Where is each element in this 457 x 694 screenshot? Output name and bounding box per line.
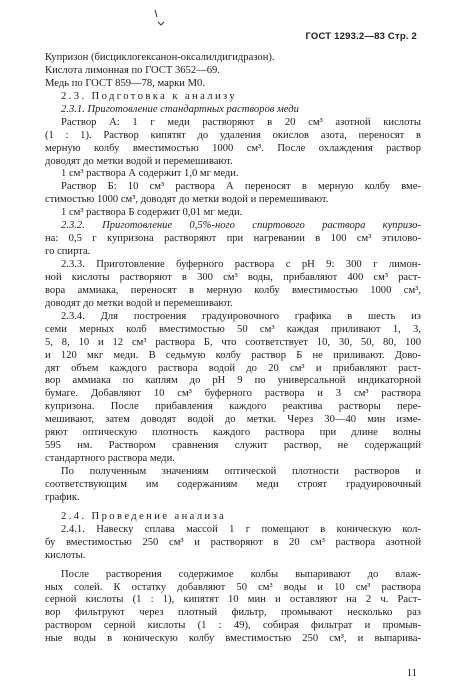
text-line: 2.3.4. Для построения градуировочного графика в шесть из	[61, 310, 421, 322]
text-line: семи мерных колб вместимостью 50 см³ каждая приливают 1, 3,	[45, 323, 421, 335]
page-number: 11	[406, 668, 417, 679]
text-line: Кислота лимонная по ГОСТ 3652—69.	[45, 64, 220, 76]
text-line: ряют оптическую плотность каждого раствора при длине волны	[45, 427, 421, 439]
document-body	[45, 52, 421, 646]
text-line: Раствор Б: 10 см³ раствора А переносят в мерную колбу вме-	[61, 181, 421, 193]
text-line: Раствор А: 1 г меди растворяют в 20 см³ азотной кислоты	[61, 116, 421, 128]
section-heading: 2.3. Подготовка к анализу	[61, 90, 238, 102]
text-line: стимостью 1000 см³, доводят до метки водой и перемешивают.	[45, 194, 329, 206]
text-line: го спирта.	[45, 246, 91, 258]
text-line: мешивают, затем доводят водой до метки. Через 30—40 мин изме-	[45, 414, 421, 426]
text-line: 2.3.3. Приготовление буферного раствора с pH 9: 300 г лимон-	[61, 259, 421, 270]
text-line: 2.3.2. Приготовление 0,5%-ного спиртового раствора купризо-	[61, 220, 421, 232]
text-line: ных солей. К остатку добавляют 50 см³ воды и 10 см³ раствора	[45, 581, 421, 593]
text-line: 2.4.1. Навеску сплава массой 1 г помещают в коническую кол-	[61, 523, 421, 535]
text-line: Купризон (бисциклогексанон-оксалилдигидразон).	[45, 52, 275, 63]
text-line: После растворения содержимое колбы выпаривают до влаж-	[61, 568, 421, 580]
text-line: бу вместимостью 250 см³ и растворяют в 20 см³ раствора азотной	[45, 536, 421, 548]
text-line: купризона. После прибавления каждого реактива растворы пере-	[45, 401, 421, 413]
text-line: вора аммиака, переносят в мерную колбу вместимостью 1000 см³,	[45, 284, 421, 296]
text-line: 5, 8, 10 и 12 см³ раствора Б, что соответствует 10, 30, 50, 80, 100	[45, 336, 421, 348]
text-line: дят объем каждого раствора водой до 20 см³ и прибавляют раст-	[45, 362, 421, 374]
text-line: вор аммиака по каплям до pH 9 по универсальной индикаторной	[45, 375, 421, 387]
text-line: 1 см³ раствора А содержит 1,0 мг меди.	[61, 168, 239, 180]
text-line: 1 см³ раствора Б содержит 0,01 мг меди.	[61, 207, 243, 219]
text-line: серной кислоты (1 : 1), кипятят 10 мин и оставляют на 2 ч. Раст-	[45, 594, 421, 606]
text-line: график.	[45, 491, 80, 503]
text-line: вор фильтруют через плотный фильтр, промывают несколько раз	[45, 607, 421, 619]
text-line: соответствующим им содержаниям меди строят градуировочный	[45, 478, 421, 490]
page-header: ГОСТ 1293.2—83 Стр. 2	[305, 31, 417, 42]
text-line: стандартного раствора меди.	[45, 453, 175, 465]
text-line: и 120 мкг меди. В седьмую колбу раствор Б не приливают. Дово-	[45, 349, 421, 361]
text-line: раствором серной кислоты (1 : 49), собирая фильтрат и промыв-	[45, 620, 421, 632]
text-line: доводят до метки водой и перемешивают.	[45, 297, 233, 309]
text-line: кислоты.	[45, 549, 86, 561]
text-line: По полученным значениям оптической плотности растворов и	[61, 466, 421, 477]
pen-mark-icon	[152, 8, 166, 30]
text-line: мерную колбу вместимостью 1000 см³. После охлаждения раствор	[45, 142, 421, 154]
text-line: ные воды в коническую колбу вместимостью 250 см³, и выпарива-	[45, 633, 421, 645]
text-line: бумаге. Добавляют 10 см³ буферного раствора и 3 см³ раствора	[45, 388, 421, 400]
text-line: 595 нм. Раствором сравнения служит раствор, не содержащий	[45, 440, 421, 452]
text-line: Медь по ГОСТ 859—78, марки М0.	[45, 77, 205, 89]
text-line: ной кислоты растворяют в 300 см³ воды, прибавляют 400 см³ раст-	[45, 271, 421, 283]
text-line: 2.3.1. Приготовление стандартных растворов меди	[61, 103, 299, 115]
text-line: (1 : 1). Раствор кипятят до удаления окислов азота, переносят в	[45, 129, 421, 141]
text-line: на: 0,5 г купризона растворяют при нагревании в 100 см³ этилово-	[45, 233, 421, 245]
section-heading: 2.4. Проведение анализа	[61, 510, 227, 522]
text-line: доводят до метки водой и перемешивают.	[45, 155, 233, 167]
